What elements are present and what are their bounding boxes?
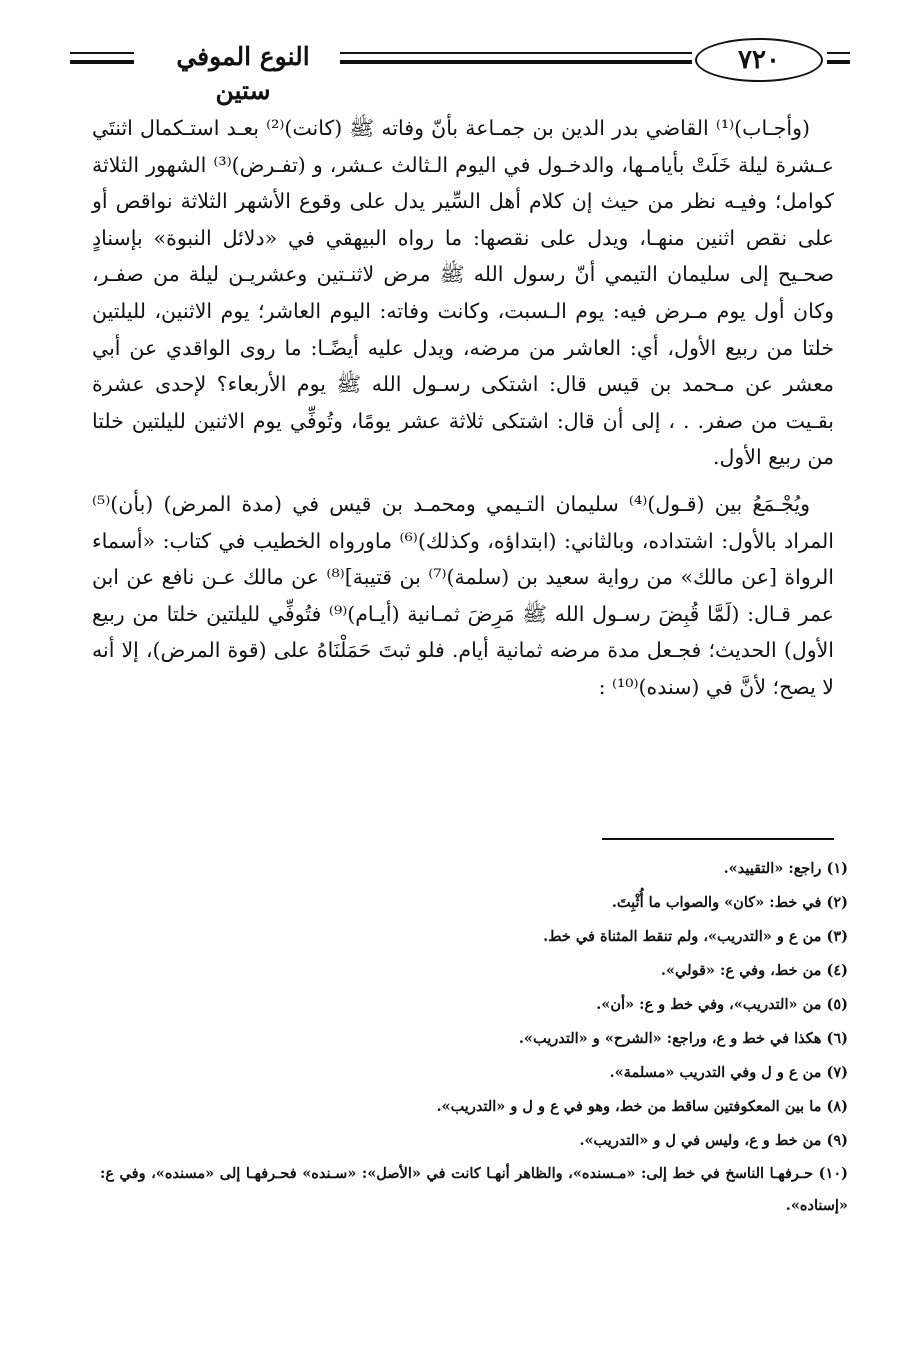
header-rule-mid-2	[340, 60, 692, 64]
chapter-title: النوع الموفي ستين	[176, 42, 310, 105]
footnote: (٧) من ع و ل وفي التدريب «مسلمة».	[609, 1064, 848, 1081]
footnote: (٣) من ع و «التدريب»، ولم تنقط المثناة في خط.	[543, 928, 848, 945]
footnote: (١) راجع: «التقييد».	[723, 860, 848, 877]
footnote: (٩) من خط و ع، وليس في ل و «التدريب».	[579, 1132, 848, 1149]
footnotes	[100, 852, 848, 1222]
footnote: (٥) من «التدريب»، وفي خط و ع: «أن».	[596, 996, 848, 1013]
paragraph: (وأجـاب)⁽¹⁾ القاضي بدر الدين بن جمـاعة بأنّ وفاته ﷺ (كانت)⁽²⁾ بعـد استـكمال اثنتَي عـشرة ليلة خَلَتْ بأيامـها، والدخـول في اليوم الـثالث عـشر، و (تفـرض)⁽³⁾ الشهور الثلاثة كوامل؛ وفيـه نظر من حيث إن كلام أهل السِّير يدل على وقوع الأشهر الثلاثة نواقص أو على نقص اثنين منهـا، ويدل على نقصها: ما رواه البيهقي في «دلائل النبوة» بإسنادٍ صحـيح إلى سليمان التيمي أنّ رسول الله ﷺ مرض لاثنـتين وعشريـن ليلة من صفـر، وكان أول يوم مـرض فيه: يوم الـسبت، وكانت وفاته: اليوم العاشر؛ يوم الاثنين، لليلتين خلتا من ربيع الأول، أي: العاشر من مرضه، ويدل عليه أيضًـا: ما روى الواقدي عن أبي معشر عن مـحمد بن قيس قال: اشتكى رسـول الله ﷺ يوم الأربعاء؟ لإحدى عشرة بقـيت من صفر. . ، إلى أن قال: اشتكى ثلاثة عشر يومًا، وتُوفِّي يوم الاثنين لليلتين خلتا من ربيع الأول.	[92, 116, 834, 470]
header-rule-left-2	[70, 60, 134, 64]
header-rule-left-1	[70, 52, 134, 54]
paragraph: ويُجْـمَعُ بين (قـول)⁽⁴⁾ سليمان التـيمي ومحمـد بن قيس في (مدة المرض) (بأن)⁽⁵⁾ المراد بالأول: اشتداده، وبالثاني: (ابتداؤه، وكذلك)⁽⁶⁾ ماورواه الخطيب في كتاب: «أسماء الرواة [عن مالك» من رواية سعيد بن (سلمة)⁽⁷⁾ بن قتيبة]⁽⁸⁾ عن مالك عـن نافع عن ابن عمر قـال: (لَمَّا قُبِضَ رسـول الله ﷺ مَرِضَ ثمـانية (أيـام)⁽⁹⁾ فتُوفِّي لليلتين خلتا من ربيع الأول) الحديث؛ فجـعل مدة مرضه ثمانية أيام. فلو ثبتَ حَمَلْنَاهُ على (قوة المرض)، إلا أنه لا يصح؛ لأنَّ في (سنده)⁽¹⁰⁾ :	[92, 491, 835, 699]
footnote: (١٠) حـرفهـا الناسخ في خط إلى: «مـسنده»، والظاهر أنهـا كانت في «الأصل»: «سـنده» فحـرفهـا إلى «مسنده»، وفي ع: «إسناده».	[100, 1165, 848, 1214]
footnote-divider	[602, 838, 834, 840]
footnote: (٦) هكذا في خط و ع، وراجع: «الشرح» و «التدريب».	[518, 1030, 848, 1047]
footnote: (٤) من خط، وفي ع: «قولي».	[660, 962, 848, 979]
header-rule-right-2	[827, 60, 850, 64]
header-rule-mid-1	[340, 52, 692, 54]
footnote: (٢) في خط: «كان» والصواب ما أُثْبِتَ.	[611, 894, 848, 911]
main-text	[92, 110, 834, 716]
footnote: (٨) ما بين المعكوفتين ساقط من خط، وهو في ع و ل و «التدريب».	[436, 1098, 848, 1115]
header-rule-right-1	[827, 52, 850, 54]
page-number: ٧٢٠	[695, 38, 823, 82]
page-header	[70, 30, 850, 105]
